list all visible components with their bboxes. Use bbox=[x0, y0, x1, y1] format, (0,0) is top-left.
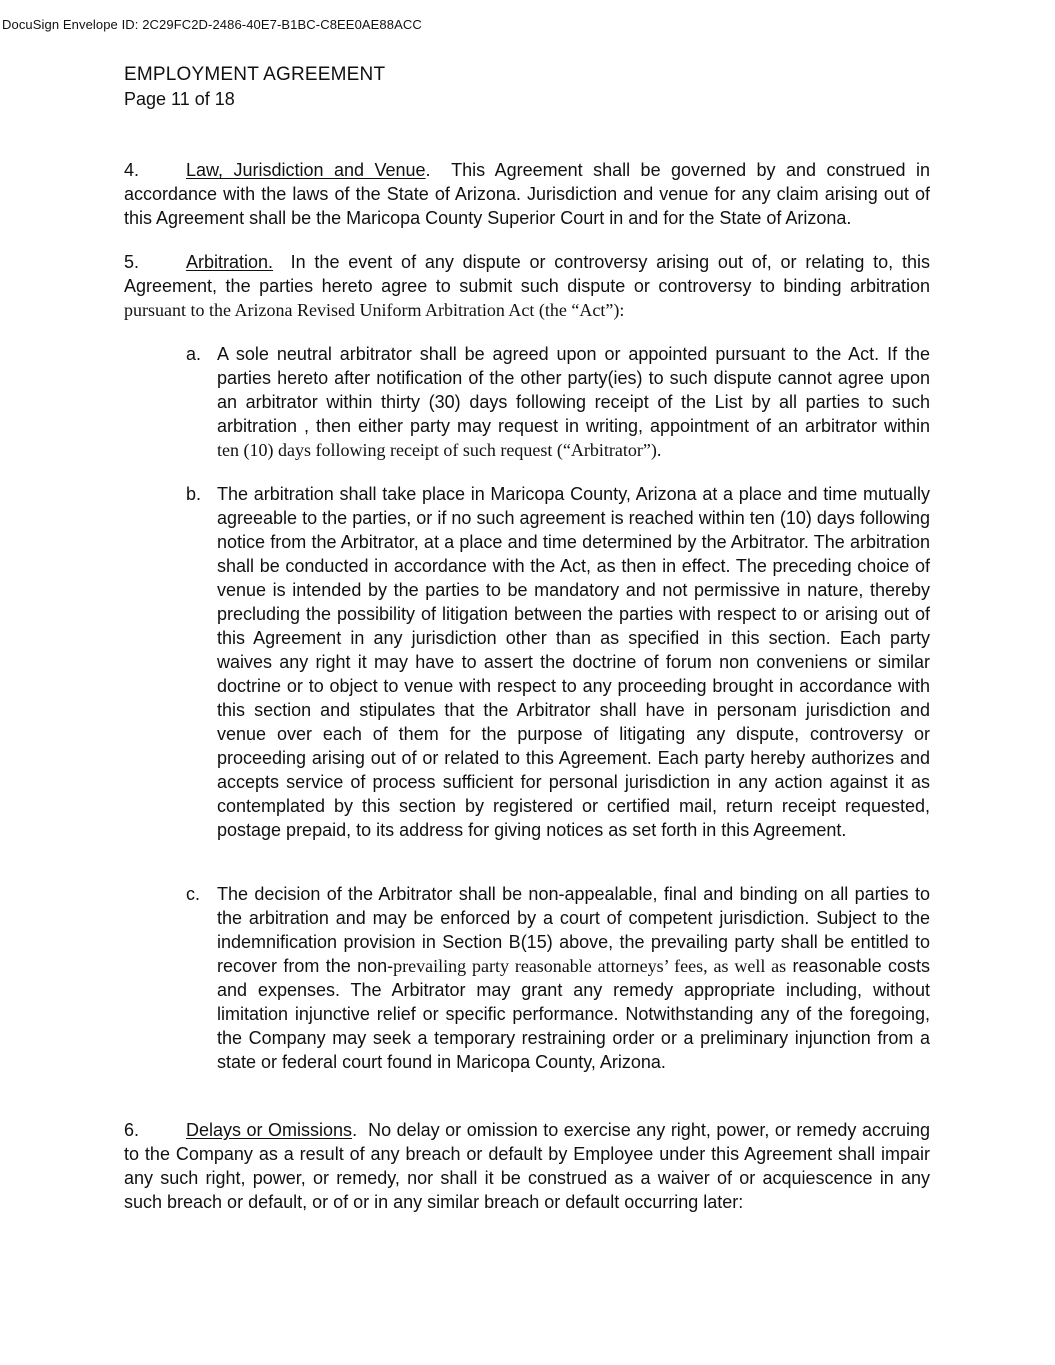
docusign-envelope-id: DocuSign Envelope ID: 2C29FC2D-2486-40E7-B1BC-C8EE0AE88ACC bbox=[2, 17, 422, 32]
section-6-text: No delay or omission to exercise any right, power, or remedy accruing to the Company as a result of any breach or default by Employee under this Agreement shall impair any such right, power, or remedy, nor shall it be construed as a waiver of or acquiescence in any such breach or default, or of or in any similar breach or default occurring later: bbox=[124, 1120, 930, 1212]
item-b-text: The arbitration shall take place in Maricopa County, Arizona at a place and time mutually agreeable to the parties, or if no such agreement is reached within ten (10) days following notice from the Arbitrator, at a place and time determined by the Arbitrator. The arbitration shall be conducted in accordance with the Act, as then in effect. The preceding choice of venue is intended by the parties to be mandatory and not permissive in nature, thereby precluding the possibility of litigation between the parties with respect to or arising out of this Agreement in any jurisdiction other than as specified in this section. Each party waives any right it may have to assert the doctrine of forum non conveniens or similar doctrine or to object to venue with respect to any proceeding brought in accordance with this section and stipulates that the Arbitrator shall have in personam jurisdiction and venue over each of them for the purpose of litigating any dispute, controversy or proceeding arising out of or related to this Agreement. Each party hereby authorizes and accepts service of process sufficient for personal jurisdiction in any action against it as contemplated by this section by registered or certified mail, return receipt requested, postage prepaid, to its address for giving notices as set forth in this Agreement. bbox=[217, 484, 930, 840]
item-c-label: c. bbox=[186, 884, 201, 904]
section-5 bbox=[124, 250, 930, 322]
item-b-label: b. bbox=[186, 484, 202, 504]
section-6 bbox=[124, 1118, 930, 1214]
section-5-text: In the event of any dispute or controversy arising out of, or relating to, this Agreement, the parties hereto agree to submit such dispute or controversy to binding arbitration bbox=[124, 252, 930, 296]
page-number: Page 11 of 18 bbox=[124, 89, 235, 109]
arbitration-item-c bbox=[186, 882, 930, 1074]
item-a-label: a. bbox=[186, 344, 202, 364]
arbitration-item-a bbox=[186, 342, 930, 462]
section-5-heading: Arbitration. bbox=[186, 252, 274, 272]
section-5-number: 5. bbox=[124, 252, 140, 272]
item-c-text-2: reasonable costs and expenses. The Arbitrator may grant any remedy appropriate including, without limitation injunctive relief or specific performance. Notwithstanding any of the foregoing, the Company may seek a temporary restraining order or a preliminary injunction from a state or federal court found in Maricopa County, Arizona. bbox=[217, 956, 930, 1072]
section-4-number: 4. bbox=[124, 160, 140, 180]
arbitration-item-b bbox=[186, 482, 930, 842]
section-5-text-serif: pursuant to the Arizona Revised Uniform Arbitration Act (the “Act”): bbox=[124, 300, 625, 320]
section-4-heading-suffix: . bbox=[425, 160, 431, 180]
section-4-text: This Agreement shall be governed by and construed in accordance with the laws of the State of Arizona. Jurisdiction and venue for any claim arising out of this Agreement shall be the Maricopa County Superior Court in and for the State of Arizona. bbox=[124, 160, 931, 228]
item-a-text: A sole neutral arbitrator shall be agreed upon or appointed pursuant to the Act. If the parties hereto after notification of the other party(ies) to such dispute cannot agree upon an arbitrator within thirty (30) days following receipt of the List by all parties to such arbitration , then either party may request in writing, appointment of an arbitrator within bbox=[217, 344, 930, 436]
document-header bbox=[124, 63, 385, 110]
section-4 bbox=[124, 158, 930, 230]
section-6-heading: Delays or Omissions bbox=[186, 1120, 353, 1140]
section-6-heading-suffix: . bbox=[352, 1120, 358, 1140]
section-4-heading: Law, Jurisdiction and Venue bbox=[186, 160, 426, 180]
document-title: EMPLOYMENT AGREEMENT bbox=[124, 64, 386, 85]
section-6-number: 6. bbox=[124, 1120, 140, 1140]
item-c-text-serif: prevailing party reasonable attorneys’ fees, as well as bbox=[393, 956, 787, 976]
item-a-text-serif: ten (10) days following receipt of such request (“Arbitrator”). bbox=[217, 440, 662, 460]
item-c-text-1: The decision of the Arbitrator shall be non-appealable, final and binding on all parties to the arbitration and may be enforced by a court of competent jurisdiction. Subject to the indemnification provision in Section B(15) above, the prevailing party shall be entitled to recover from the non- bbox=[217, 884, 930, 976]
